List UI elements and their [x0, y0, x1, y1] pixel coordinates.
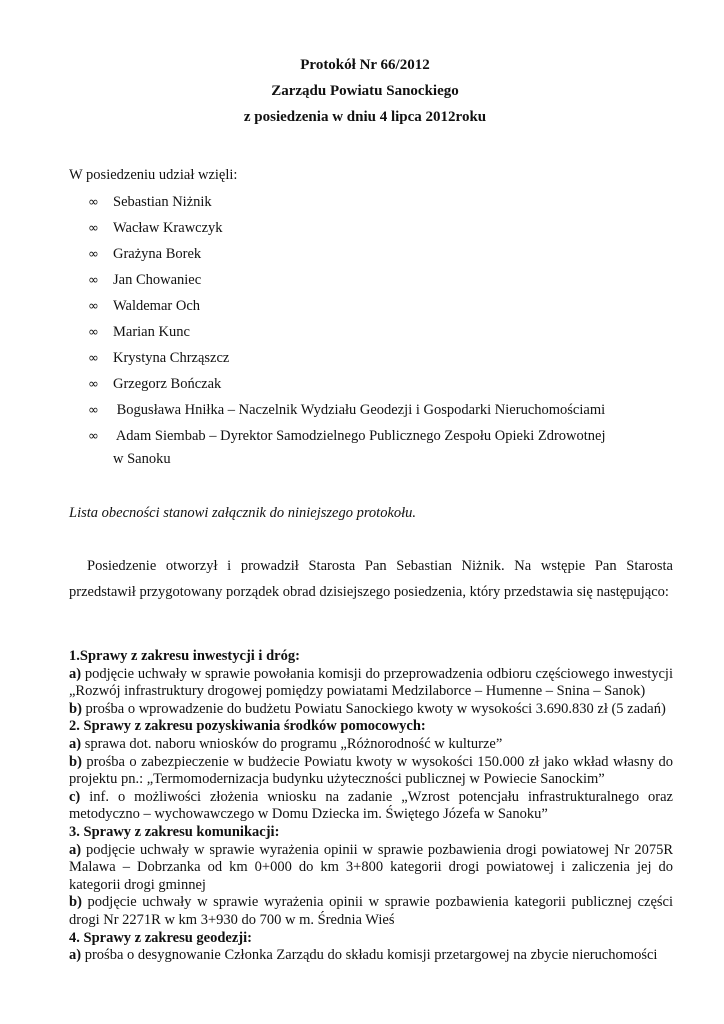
item-text: podjęcie uchwały w sprawie wyrażenia opinii w sprawie pozbawienia drogi powiatowej Nr 2075R Malawa – Dobrzanka od km 0+000 do km 3+800 kategorii drogi powiatowej i zaliczenia jej do kategorii drogi gminnej: [69, 841, 673, 893]
board-name: Zarządu Powiatu Sanockiego: [271, 83, 459, 99]
agenda-section-heading: 1.Sprawy z zakresu inwestycji i dróg:: [69, 648, 300, 664]
agenda-item: [69, 666, 673, 701]
infinity-bullet-icon: ∞: [88, 299, 99, 314]
agenda-item: [69, 701, 673, 719]
attendees-intro: W posiedzeniu udział wzięli:: [69, 167, 238, 183]
item-label: b): [69, 753, 82, 770]
infinity-bullet-icon: ∞: [88, 325, 99, 340]
item-label: a): [69, 841, 82, 858]
attendance-note: Lista obecności stanowi załącznik do niniejszego protokołu.: [69, 505, 417, 521]
document-title: [0, 52, 724, 130]
list-item: [88, 373, 606, 399]
attendee-name: Krystyna Chrząszcz: [113, 350, 230, 366]
attendee-name: Grzegorz Bończak: [113, 376, 222, 392]
item-label: c): [69, 788, 81, 805]
attendee-name: Jan Chowaniec: [113, 272, 202, 288]
agenda-item: [69, 947, 673, 965]
item-text: sprawa dot. naboru wniosków do programu „Różnorodność w kulturze”: [81, 735, 503, 752]
item-label: a): [69, 735, 82, 752]
item-label: b): [69, 894, 82, 911]
list-item: [88, 347, 606, 373]
agenda-section-heading: 2. Sprawy z zakresu pozyskiwania środków pomocowych:: [69, 718, 426, 735]
agenda-section-heading: 4. Sprawy z zakresu geodezji:: [69, 929, 252, 946]
attendee-name: Sebastian Niżnik: [113, 194, 212, 210]
meeting-date: z posiedzenia w dniu 4 lipca 2012roku: [243, 109, 487, 125]
attendee-list: [88, 191, 606, 477]
item-text: prośba o desygnowanie Członka Zarządu do składu komisji przetargowej na zbycie nieruchomości: [81, 947, 658, 964]
item-text: inf. o możliwości złożenia wniosku na zadanie „Wzrost potencjału infrastrukturalnego oraz metodyczno – wychowawczego w Domu Dziecka im. Świętego Józefa w Sanoku”: [69, 788, 673, 823]
list-item: [88, 321, 606, 347]
agenda-item: [69, 894, 673, 929]
attendee-name: Waldemar Och: [113, 298, 200, 314]
agenda-item: [69, 842, 673, 895]
list-item: [88, 425, 606, 477]
attendee-name: Wacław Krawczyk: [113, 220, 223, 236]
item-text: prośba o zabezpieczenie w budżecie Powiatu kwoty w wysokości 150.000 zł jako wkład własny do projektu pn.: „Termomodernizacja budynku użyteczności publicznej w Powiecie Sanockim”: [69, 753, 673, 788]
list-item: [88, 191, 606, 217]
infinity-bullet-icon: ∞: [88, 351, 99, 366]
list-item: [88, 243, 606, 269]
infinity-bullet-icon: ∞: [88, 377, 99, 392]
list-item: [88, 399, 606, 425]
agenda-item: [69, 736, 673, 754]
infinity-bullet-icon: ∞: [88, 273, 99, 288]
item-text: podjęcie uchwały w sprawie powołania komisji do przeprowadzenia odbioru częściowego inwestycji „Rozwój infrastruktury drogowej pomiędzy powiatami Medzilaborce – Humenne – Snina – Sanok): [69, 665, 673, 700]
attendee-name: Adam Siembab – Dyrektor Samodzielnego Publicznego Zespołu Opieki Zdrowotnej: [113, 428, 606, 444]
list-item: [88, 217, 606, 243]
item-label: a): [69, 665, 82, 682]
item-label: b): [69, 700, 82, 717]
agenda-item: [69, 789, 673, 824]
attendee-name: Grażyna Borek: [113, 246, 202, 262]
item-label: a): [69, 947, 82, 964]
agenda-section-heading: 3. Sprawy z zakresu komunikacji:: [69, 823, 280, 840]
infinity-bullet-icon: ∞: [88, 221, 99, 236]
attendee-name: Marian Kunc: [113, 324, 190, 340]
infinity-bullet-icon: ∞: [88, 429, 99, 444]
opening-paragraph: Posiedzenie otworzył i prowadził Starosta Pan Sebastian Niżnik. Na wstępie Pan Starosta przedstawił przygotowany porządek obrad dzisiejszego posiedzenia, który przedstawia się następująco:: [69, 558, 673, 600]
attendee-name-continuation: w Sanoku: [113, 451, 171, 467]
infinity-bullet-icon: ∞: [88, 247, 99, 262]
agenda: [69, 648, 673, 965]
list-item: [88, 295, 606, 321]
item-text: podjęcie uchwały w sprawie wyrażenia opinii w sprawie pozbawienia kategorii publicznej części drogi Nr 2271R w km 3+930 do 700 w m. Średnia Wieś: [69, 894, 673, 928]
attendee-name: Bogusława Hniłka – Naczelnik Wydziału Geodezji i Gospodarki Nieruchomościami: [113, 402, 606, 418]
item-text: prośba o wprowadzenie do budżetu Powiatu Sanockiego kwoty w wysokości 3.690.830 zł (5 zadań): [81, 700, 666, 717]
infinity-bullet-icon: ∞: [88, 403, 99, 418]
infinity-bullet-icon: ∞: [88, 195, 99, 210]
list-item: [88, 269, 606, 295]
agenda-item: [69, 754, 673, 789]
protocol-number: Protokół Nr 66/2012: [300, 57, 430, 73]
